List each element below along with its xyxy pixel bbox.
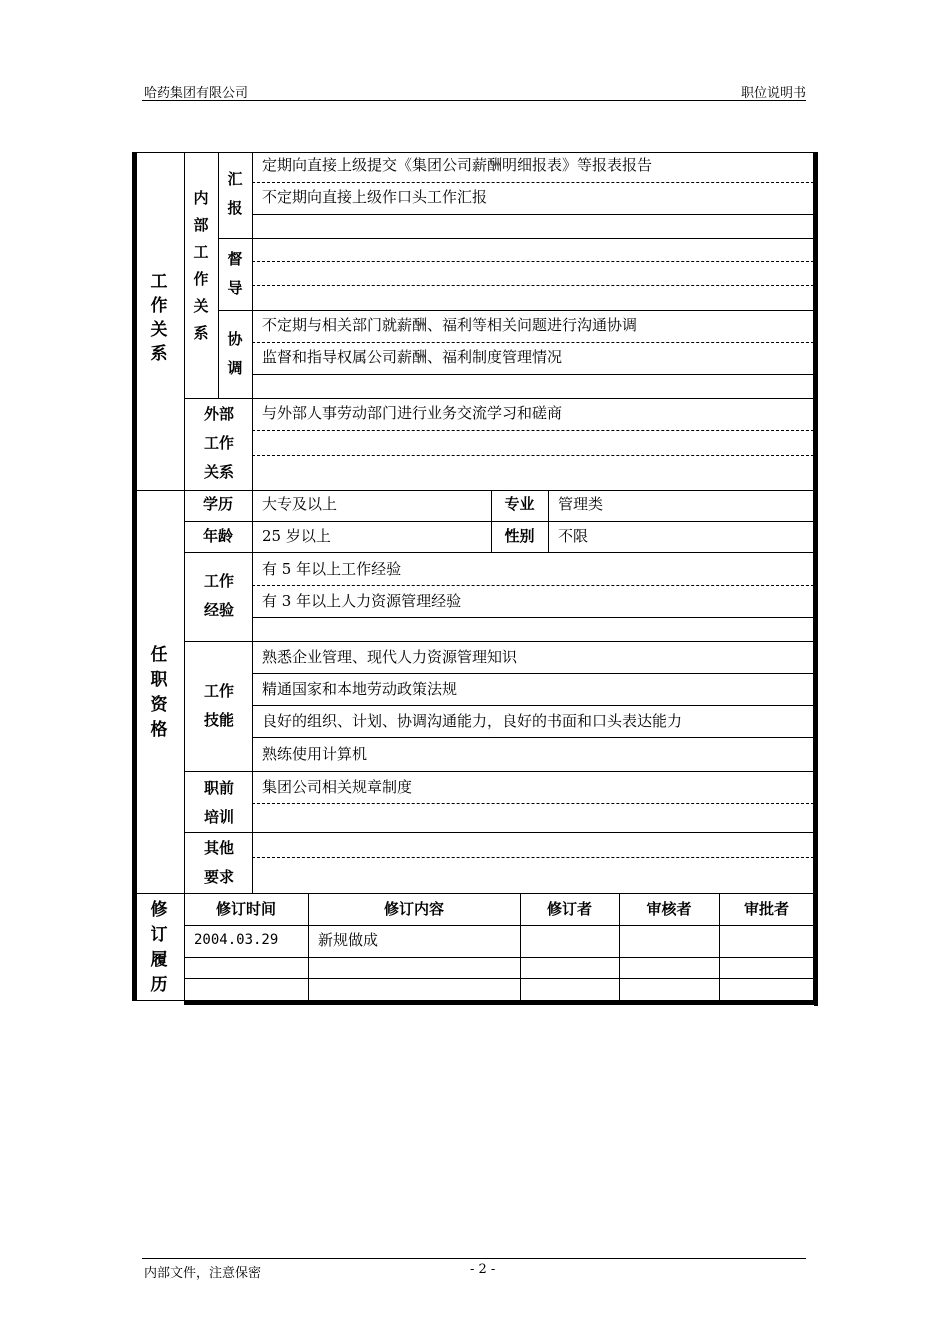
external-line-1: 与外部人事劳动部门进行业务交流学习和磋商 xyxy=(262,404,563,422)
label-supervise: 督导 xyxy=(227,250,243,297)
rev-header-approver: 审批者 xyxy=(743,900,789,918)
label-coordinate: 协调 xyxy=(227,330,243,377)
divider xyxy=(218,238,814,239)
label-training: 职前培训 xyxy=(203,779,234,826)
skills-line-2: 精通国家和本地劳动政策法规 xyxy=(262,680,458,698)
footer-note: 内部文件，注意保密 xyxy=(144,1266,262,1281)
dashed-rule xyxy=(252,430,814,431)
value-age: 25 岁以上 xyxy=(262,527,331,545)
divider xyxy=(218,152,219,398)
training-line-1: 集团公司相关规章制度 xyxy=(262,778,413,796)
divider xyxy=(252,374,814,375)
divider xyxy=(252,214,814,215)
header-rule xyxy=(142,100,806,101)
label-external-relations: 外部工作关系 xyxy=(203,405,234,481)
rev-row-date: 2004.03.29 xyxy=(194,932,279,948)
label-experience: 工作经验 xyxy=(203,572,234,619)
value-gender: 不限 xyxy=(558,527,589,545)
divider xyxy=(252,737,814,738)
header-doc-title: 职位说明书 xyxy=(740,86,806,101)
rev-header-reviewer: 审核者 xyxy=(646,900,692,918)
dashed-rule xyxy=(252,342,814,343)
divider xyxy=(184,398,814,399)
dashed-rule xyxy=(252,182,814,183)
experience-line-1: 有 5 年以上工作经验 xyxy=(262,560,402,578)
dashed-rule xyxy=(252,585,814,586)
rev-header-content: 修订内容 xyxy=(383,900,444,918)
table-shadow-left xyxy=(132,152,136,1001)
divider xyxy=(184,771,814,772)
section-label-qualifications: 任职资格 xyxy=(150,645,168,740)
label-education: 学历 xyxy=(202,495,233,513)
coordinate-line-2: 监督和指导权属公司薪酬、福利制度管理情况 xyxy=(262,348,563,366)
label-other: 其他要求 xyxy=(203,839,234,886)
divider xyxy=(184,552,814,553)
divider xyxy=(184,978,814,979)
footer-rule xyxy=(142,1258,806,1259)
divider xyxy=(252,705,814,706)
divider xyxy=(184,925,814,926)
rev-header-time: 修订时间 xyxy=(215,900,276,918)
divider xyxy=(184,521,814,522)
section-label-revision: 修订履历 xyxy=(150,900,168,995)
label-age: 年龄 xyxy=(202,527,233,545)
page-number: - 2 - xyxy=(470,1262,496,1277)
divider xyxy=(184,152,185,1001)
dashed-rule xyxy=(252,261,814,262)
skills-line-1: 熟悉企业管理、现代人力资源管理知识 xyxy=(262,648,518,666)
label-report: 汇报 xyxy=(227,170,243,217)
rev-row-content: 新规做成 xyxy=(318,931,379,949)
rev-header-reviser: 修订者 xyxy=(546,900,592,918)
divider xyxy=(184,641,814,642)
divider xyxy=(184,832,814,833)
section-rule xyxy=(136,490,814,491)
dashed-rule xyxy=(252,285,814,286)
divider xyxy=(184,957,814,958)
value-major: 管理类 xyxy=(558,495,604,513)
section-label-work-relations: 工作关系 xyxy=(150,272,168,364)
value-education: 大专及以上 xyxy=(262,495,338,513)
label-skills: 工作技能 xyxy=(203,682,234,729)
report-line-1: 定期向直接上级提交《集团公司薪酬明细报表》等报表报告 xyxy=(262,156,653,174)
coordinate-line-1: 不定期与相关部门就薪酬、福利等相关问题进行沟通协调 xyxy=(262,316,638,334)
table-shadow-right xyxy=(814,152,818,1006)
section-rule xyxy=(136,893,814,894)
divider xyxy=(218,310,814,311)
dashed-rule xyxy=(252,803,814,804)
report-line-2: 不定期向直接上级作口头工作汇报 xyxy=(262,188,488,206)
label-internal-relations: 内部工作关系 xyxy=(193,189,209,342)
label-gender: 性别 xyxy=(504,527,535,545)
divider xyxy=(252,617,814,618)
divider xyxy=(252,152,253,893)
header-company: 哈药集团有限公司 xyxy=(144,86,249,101)
skills-line-3: 良好的组织、计划、协调沟通能力，良好的书面和口头表达能力 xyxy=(262,712,683,730)
dashed-rule xyxy=(252,455,814,456)
experience-line-2: 有 3 年以上人力资源管理经验 xyxy=(262,592,462,610)
label-major: 专业 xyxy=(504,495,535,513)
table-shadow-bottom xyxy=(184,1001,818,1005)
divider xyxy=(252,673,814,674)
dashed-rule xyxy=(252,857,814,858)
skills-line-4: 熟练使用计算机 xyxy=(262,745,368,763)
